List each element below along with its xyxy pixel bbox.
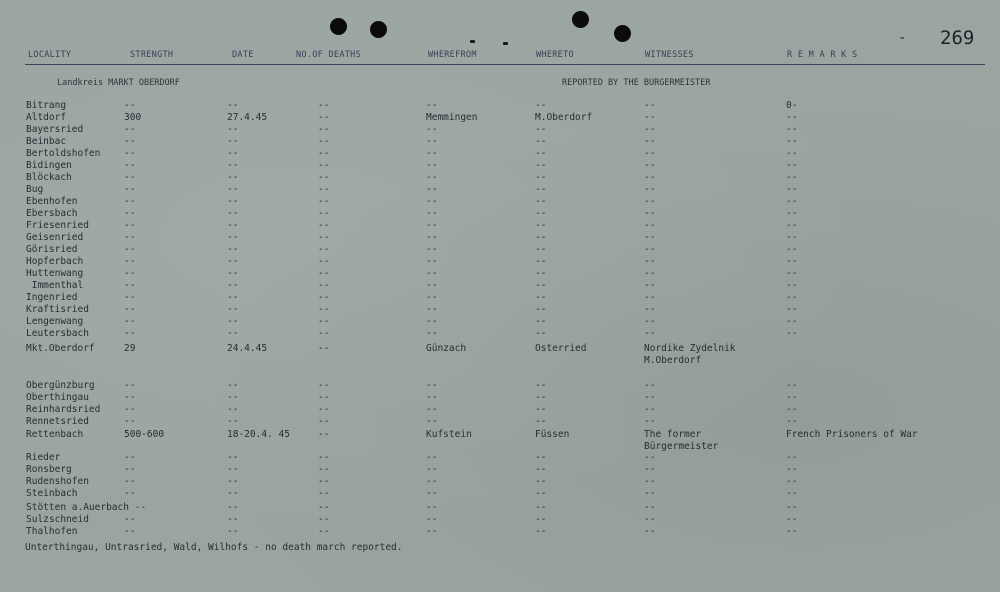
- cell-witnesses: --: [644, 136, 656, 147]
- cell-whereto: --: [535, 280, 547, 291]
- cell-remarks: --: [786, 476, 798, 487]
- page-mark: -: [898, 30, 907, 46]
- cell-deaths: --: [318, 316, 330, 327]
- cell-deaths: --: [318, 502, 330, 513]
- cell-deaths: --: [318, 380, 330, 391]
- cell-remarks: --: [786, 328, 798, 339]
- cell-witnesses: --: [644, 112, 656, 123]
- cell-wherefrom: --: [426, 256, 438, 267]
- cell-deaths: --: [318, 304, 330, 315]
- cell-date: 18-20.4. 45: [227, 429, 290, 440]
- cell-wherefrom: --: [426, 292, 438, 303]
- cell-whereto: --: [535, 452, 547, 463]
- cell-witnesses: --: [644, 232, 656, 243]
- cell-wherefrom: --: [426, 404, 438, 415]
- col-header-wherefrom: WHEREFROM: [428, 50, 477, 60]
- cell-deaths: --: [318, 100, 330, 111]
- cell-witnesses: --: [644, 416, 656, 427]
- cell-locality: Leutersbach: [26, 328, 89, 339]
- cell-remarks: --: [786, 514, 798, 525]
- cell-remarks: --: [786, 232, 798, 243]
- cell-deaths: --: [318, 244, 330, 255]
- cell-date: --: [227, 208, 239, 219]
- cell-locality: Blöckach: [26, 172, 72, 183]
- cell-date: --: [227, 502, 239, 513]
- cell-strength: --: [124, 476, 136, 487]
- cell-whereto: --: [535, 304, 547, 315]
- cell-deaths: --: [318, 208, 330, 219]
- cell-date: --: [227, 160, 239, 171]
- cell-whereto: --: [535, 232, 547, 243]
- cell-deaths: --: [318, 160, 330, 171]
- col-header-witnesses: WITNESSES: [645, 50, 694, 60]
- cell-deaths: --: [318, 488, 330, 499]
- cell-whereto: --: [535, 208, 547, 219]
- cell-whereto: --: [535, 488, 547, 499]
- cell-witnesses: --: [644, 172, 656, 183]
- cell-witnesses: --: [644, 160, 656, 171]
- cell-locality: Oberthingau: [26, 392, 89, 403]
- cell-strength: --: [124, 380, 136, 391]
- footer-note: Unterthingau, Untrasried, Wald, Wilhofs - no death march reported.: [25, 542, 403, 553]
- cell-witnesses-continued: M.Oberdorf: [644, 355, 702, 366]
- cell-date: --: [227, 416, 239, 427]
- cell-wherefrom: --: [426, 476, 438, 487]
- col-header-strength: STRENGTH: [130, 50, 174, 60]
- cell-locality: Görisried: [26, 244, 78, 255]
- cell-whereto: --: [535, 100, 547, 111]
- cell-wherefrom: --: [426, 196, 438, 207]
- cell-remarks: --: [786, 124, 798, 135]
- cell-remarks: 0-: [786, 100, 798, 111]
- cell-locality: Huttenwang: [26, 268, 84, 279]
- cell-strength: --: [124, 232, 136, 243]
- cell-remarks: --: [786, 304, 798, 315]
- cell-date: --: [227, 514, 239, 525]
- cell-whereto: --: [535, 124, 547, 135]
- cell-strength: --: [124, 304, 136, 315]
- cell-strength: --: [124, 244, 136, 255]
- cell-strength: --: [124, 184, 136, 195]
- cell-witnesses: --: [644, 124, 656, 135]
- cell-remarks: --: [786, 316, 798, 327]
- cell-locality: Hopferbach: [26, 256, 84, 267]
- cell-strength: --: [124, 256, 136, 267]
- cell-whereto: --: [535, 136, 547, 147]
- cell-locality: Rudenshofen: [26, 476, 89, 487]
- cell-locality: Immenthal: [26, 280, 84, 291]
- cell-witnesses: --: [644, 476, 656, 487]
- cell-whereto: --: [535, 464, 547, 475]
- cell-date: --: [227, 292, 239, 303]
- cell-locality: Ebenhofen: [26, 196, 78, 207]
- cell-strength: --: [124, 160, 136, 171]
- cell-strength: --: [124, 452, 136, 463]
- cell-wherefrom: --: [426, 280, 438, 291]
- cell-deaths: --: [318, 136, 330, 147]
- cell-remarks: --: [786, 464, 798, 475]
- cell-deaths: --: [318, 464, 330, 475]
- cell-locality: Lengenwang: [26, 316, 84, 327]
- cell-locality: Kraftisried: [26, 304, 89, 315]
- punch-hole: [614, 25, 631, 42]
- cell-deaths: --: [318, 452, 330, 463]
- cell-witnesses: --: [644, 526, 656, 537]
- cell-wherefrom: --: [426, 304, 438, 315]
- cell-witnesses: --: [644, 404, 656, 415]
- cell-strength: 300: [124, 112, 142, 123]
- cell-whereto: --: [535, 416, 547, 427]
- cell-remarks: --: [786, 148, 798, 159]
- cell-locality: Friesenried: [26, 220, 89, 231]
- cell-witnesses: --: [644, 100, 656, 111]
- cell-deaths: --: [318, 256, 330, 267]
- cell-remarks: --: [786, 280, 798, 291]
- punch-hole: [330, 18, 347, 35]
- cell-date: --: [227, 184, 239, 195]
- cell-remarks: --: [786, 184, 798, 195]
- cell-remarks: --: [786, 112, 798, 123]
- cell-strength: --: [124, 124, 136, 135]
- cell-witnesses: --: [644, 196, 656, 207]
- cell-whereto: --: [535, 196, 547, 207]
- cell-date: --: [227, 100, 239, 111]
- cell-witnesses: --: [644, 392, 656, 403]
- cell-wherefrom: --: [426, 452, 438, 463]
- cell-wherefrom: --: [426, 464, 438, 475]
- cell-wherefrom: --: [426, 502, 438, 513]
- cell-wherefrom: --: [426, 148, 438, 159]
- cell-wherefrom: --: [426, 244, 438, 255]
- cell-locality: Rettenbach: [26, 429, 84, 440]
- cell-strength: --: [124, 196, 136, 207]
- cell-date: --: [227, 304, 239, 315]
- cell-strength: --: [124, 514, 136, 525]
- cell-wherefrom: --: [426, 220, 438, 231]
- cell-strength: --: [124, 172, 136, 183]
- cell-deaths: --: [318, 343, 330, 354]
- cell-deaths: --: [318, 184, 330, 195]
- col-header-date: DATE: [232, 50, 254, 60]
- cell-wherefrom: --: [426, 416, 438, 427]
- cell-locality: Obergünzburg: [26, 380, 95, 391]
- reported-by: REPORTED BY THE BURGERMEISTER: [562, 78, 711, 88]
- cell-witnesses: --: [644, 280, 656, 291]
- cell-locality: Sulzschneid: [26, 514, 89, 525]
- col-header-locality: LOCALITY: [28, 50, 72, 60]
- ink-speck: [470, 40, 475, 43]
- cell-whereto: --: [535, 256, 547, 267]
- cell-strength: 29: [124, 343, 136, 354]
- cell-whereto: --: [535, 380, 547, 391]
- cell-locality: Beinbac: [26, 136, 67, 147]
- cell-locality: Ebersbach: [26, 208, 78, 219]
- cell-whereto: --: [535, 160, 547, 171]
- cell-whereto: --: [535, 404, 547, 415]
- cell-deaths: --: [318, 392, 330, 403]
- cell-date: --: [227, 196, 239, 207]
- cell-locality: Bayersried: [26, 124, 84, 135]
- cell-locality: Ingenried: [26, 292, 78, 303]
- cell-whereto: --: [535, 392, 547, 403]
- cell-strength: --: [124, 292, 136, 303]
- cell-locality: Bidingen: [26, 160, 72, 171]
- cell-date: --: [227, 404, 239, 415]
- cell-remarks: --: [786, 488, 798, 499]
- col-header-deaths: NO.OF DEATHS: [296, 50, 362, 60]
- cell-remarks: --: [786, 208, 798, 219]
- cell-strength: --: [124, 136, 136, 147]
- cell-deaths: --: [318, 526, 330, 537]
- cell-remarks: --: [786, 172, 798, 183]
- cell-date: --: [227, 220, 239, 231]
- cell-wherefrom: --: [426, 514, 438, 525]
- cell-witnesses: --: [644, 244, 656, 255]
- cell-whereto: --: [535, 328, 547, 339]
- cell-locality: Bitrang: [26, 100, 67, 111]
- cell-date: --: [227, 136, 239, 147]
- cell-deaths: --: [318, 196, 330, 207]
- cell-whereto: --: [535, 268, 547, 279]
- cell-deaths: --: [318, 292, 330, 303]
- cell-locality: Mkt.Oberdorf: [26, 343, 95, 354]
- cell-strength: --: [124, 220, 136, 231]
- cell-wherefrom: --: [426, 160, 438, 171]
- header-rule: [25, 64, 985, 65]
- cell-date: --: [227, 124, 239, 135]
- cell-deaths: --: [318, 268, 330, 279]
- cell-witnesses: The former: [644, 429, 702, 440]
- cell-strength: --: [124, 280, 136, 291]
- cell-wherefrom: --: [426, 328, 438, 339]
- cell-remarks: --: [786, 256, 798, 267]
- cell-whereto: M.Oberdorf: [535, 112, 593, 123]
- cell-whereto: --: [535, 220, 547, 231]
- cell-deaths: --: [318, 328, 330, 339]
- cell-wherefrom: --: [426, 124, 438, 135]
- cell-strength: --: [124, 392, 136, 403]
- cell-locality: Altdorf: [26, 112, 67, 123]
- cell-deaths: --: [318, 416, 330, 427]
- cell-strength: --: [124, 526, 136, 537]
- cell-date: --: [227, 268, 239, 279]
- cell-strength: --: [124, 488, 136, 499]
- cell-date: --: [227, 280, 239, 291]
- cell-wherefrom: --: [426, 268, 438, 279]
- page-number: 269: [940, 27, 975, 49]
- cell-deaths: --: [318, 476, 330, 487]
- col-header-whereto: WHERETO: [536, 50, 574, 60]
- cell-whereto: --: [535, 514, 547, 525]
- cell-locality: Rennetsried: [26, 416, 89, 427]
- cell-locality: Reinhardsried: [26, 404, 101, 415]
- cell-witnesses: --: [644, 220, 656, 231]
- cell-whereto: --: [535, 526, 547, 537]
- cell-whereto: Osterried: [535, 343, 587, 354]
- cell-witnesses-continued: Bürgermeister: [644, 441, 719, 452]
- cell-date: --: [227, 256, 239, 267]
- cell-witnesses: --: [644, 268, 656, 279]
- cell-wherefrom: --: [426, 184, 438, 195]
- cell-strength: --: [124, 416, 136, 427]
- cell-whereto: Füssen: [535, 429, 570, 440]
- cell-witnesses: --: [644, 304, 656, 315]
- cell-wherefrom: --: [426, 526, 438, 537]
- col-header-remarks: R E M A R K S: [787, 50, 858, 60]
- cell-witnesses: --: [644, 292, 656, 303]
- cell-date: --: [227, 172, 239, 183]
- cell-remarks: --: [786, 292, 798, 303]
- cell-wherefrom: --: [426, 232, 438, 243]
- cell-remarks: --: [786, 268, 798, 279]
- cell-witnesses: --: [644, 514, 656, 525]
- cell-wherefrom: --: [426, 208, 438, 219]
- cell-date: --: [227, 244, 239, 255]
- cell-remarks: --: [786, 196, 798, 207]
- cell-wherefrom: --: [426, 100, 438, 111]
- cell-witnesses: --: [644, 256, 656, 267]
- cell-witnesses: Nordike Zydelnik: [644, 343, 736, 354]
- cell-deaths: --: [318, 280, 330, 291]
- cell-witnesses: --: [644, 316, 656, 327]
- cell-wherefrom: --: [426, 380, 438, 391]
- cell-wherefrom: --: [426, 316, 438, 327]
- cell-locality: Bug: [26, 184, 44, 195]
- cell-wherefrom: --: [426, 392, 438, 403]
- cell-witnesses: --: [644, 380, 656, 391]
- ink-speck: [503, 42, 508, 45]
- cell-strength: --: [124, 328, 136, 339]
- cell-witnesses: --: [644, 488, 656, 499]
- cell-strength: --: [124, 464, 136, 475]
- punch-hole: [572, 11, 589, 28]
- cell-locality: Ronsberg: [26, 464, 72, 475]
- cell-locality: Thalhofen: [26, 526, 78, 537]
- cell-remarks: --: [786, 502, 798, 513]
- cell-whereto: --: [535, 172, 547, 183]
- cell-witnesses: --: [644, 184, 656, 195]
- cell-date: --: [227, 526, 239, 537]
- district-heading: Landkreis MARKT OBERDORF: [57, 78, 180, 88]
- cell-strength: --: [124, 404, 136, 415]
- cell-wherefrom: Günzach: [426, 343, 467, 354]
- cell-remarks: --: [786, 404, 798, 415]
- cell-deaths: --: [318, 220, 330, 231]
- cell-date: 27.4.45: [227, 112, 268, 123]
- cell-date: --: [227, 452, 239, 463]
- cell-locality: Bertoldshofen: [26, 148, 101, 159]
- cell-remarks: --: [786, 416, 798, 427]
- punch-hole: [370, 21, 387, 38]
- cell-date: --: [227, 392, 239, 403]
- cell-deaths: --: [318, 429, 330, 440]
- cell-deaths: --: [318, 124, 330, 135]
- cell-whereto: --: [535, 184, 547, 195]
- cell-date: --: [227, 488, 239, 499]
- cell-locality: Rieder: [26, 452, 61, 463]
- cell-strength: 500-600: [124, 429, 165, 440]
- cell-strength: --: [124, 268, 136, 279]
- cell-date: --: [227, 148, 239, 159]
- cell-whereto: --: [535, 148, 547, 159]
- cell-date: --: [227, 476, 239, 487]
- cell-whereto: --: [535, 244, 547, 255]
- cell-remarks: --: [786, 452, 798, 463]
- cell-wherefrom: --: [426, 172, 438, 183]
- cell-strength: --: [124, 148, 136, 159]
- cell-whereto: --: [535, 502, 547, 513]
- cell-remarks: --: [786, 220, 798, 231]
- cell-witnesses: --: [644, 208, 656, 219]
- cell-locality: Steinbach: [26, 488, 78, 499]
- cell-deaths: --: [318, 148, 330, 159]
- cell-remarks: --: [786, 380, 798, 391]
- cell-locality: Stötten a.Auerbach --: [26, 502, 147, 513]
- cell-locality: Geisenried: [26, 232, 84, 243]
- cell-remarks: --: [786, 526, 798, 537]
- cell-deaths: --: [318, 172, 330, 183]
- cell-strength: --: [124, 100, 136, 111]
- cell-whereto: --: [535, 476, 547, 487]
- cell-remarks: --: [786, 392, 798, 403]
- cell-date: --: [227, 232, 239, 243]
- cell-date: --: [227, 464, 239, 475]
- cell-date: --: [227, 380, 239, 391]
- cell-strength: --: [124, 208, 136, 219]
- cell-deaths: --: [318, 232, 330, 243]
- cell-witnesses: --: [644, 464, 656, 475]
- cell-remarks: French Prisoners of War: [786, 429, 918, 440]
- cell-date: --: [227, 316, 239, 327]
- cell-witnesses: --: [644, 148, 656, 159]
- cell-wherefrom: Kufstein: [426, 429, 472, 440]
- cell-wherefrom: Memmingen: [426, 112, 478, 123]
- cell-date: 24.4.45: [227, 343, 268, 354]
- cell-witnesses: --: [644, 452, 656, 463]
- cell-remarks: --: [786, 244, 798, 255]
- cell-witnesses: --: [644, 328, 656, 339]
- cell-remarks: --: [786, 136, 798, 147]
- cell-whereto: --: [535, 316, 547, 327]
- cell-wherefrom: --: [426, 136, 438, 147]
- cell-remarks: --: [786, 160, 798, 171]
- cell-date: --: [227, 328, 239, 339]
- cell-deaths: --: [318, 514, 330, 525]
- cell-deaths: --: [318, 112, 330, 123]
- cell-wherefrom: --: [426, 488, 438, 499]
- cell-whereto: --: [535, 292, 547, 303]
- cell-deaths: --: [318, 404, 330, 415]
- cell-strength: --: [124, 316, 136, 327]
- cell-witnesses: --: [644, 502, 656, 513]
